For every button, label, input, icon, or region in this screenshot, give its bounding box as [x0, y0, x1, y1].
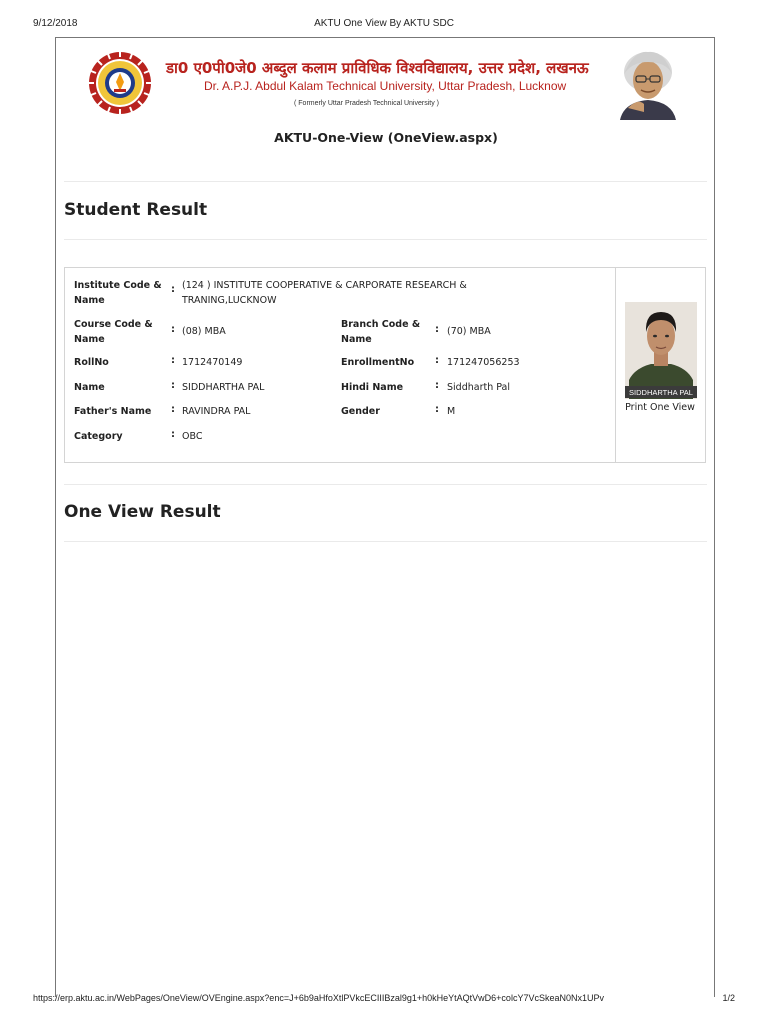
page-number: 1/2	[722, 993, 735, 1003]
name-label: Name	[74, 382, 105, 393]
apj-abdul-kalam-portrait	[614, 48, 682, 120]
category-label: Category	[74, 431, 123, 442]
gender-label: Gender	[341, 406, 380, 417]
print-footer	[0, 993, 768, 1007]
hindi-name-label: Hindi Name	[341, 382, 404, 393]
colon: :	[435, 380, 439, 391]
print-title: AKTU One View By AKTU SDC	[314, 18, 454, 29]
colon: :	[171, 429, 175, 440]
page-url: https://erp.aktu.ac.in/WebPages/OneView/OVEngine.aspx?enc=J+6b9aHfoXtlPVkcECIIIBzal9g1+h0kHeYtAQtVwD6+colcY7VcSkeaN0Nx1UPv	[33, 993, 604, 1003]
student-info-panel	[64, 267, 706, 463]
colon: :	[171, 284, 175, 295]
colon: :	[171, 380, 175, 391]
category-value: OBC	[182, 431, 203, 442]
one-view-result-heading: One View Result	[64, 502, 221, 522]
student-photo	[625, 302, 697, 399]
colon: :	[171, 355, 175, 366]
hindi-name-value: Siddharth Pal	[447, 382, 511, 393]
institute-label: Institute Code & Name	[74, 280, 162, 306]
photo-caption: SIDDHARTHA PAL	[629, 388, 693, 397]
page-frame	[55, 37, 715, 997]
colon: :	[435, 404, 439, 415]
panel-divider	[615, 268, 616, 462]
branch-label: Branch Code & Name	[341, 319, 421, 345]
name-value: SIDDHARTHA PAL	[182, 382, 265, 393]
enrollment-label: EnrollmentNo	[341, 357, 415, 368]
page-title: AKTU-One-View (OneView.aspx)	[274, 130, 498, 145]
divider	[64, 484, 707, 485]
university-seal-icon	[88, 51, 152, 115]
student-result-heading: Student Result	[64, 200, 208, 220]
university-banner	[88, 46, 684, 126]
colon: :	[171, 404, 175, 415]
student-photo-image	[625, 302, 697, 399]
branch-value: (70) MBA	[447, 326, 491, 337]
university-name-hindi: डा0 ए0पी0जे0 अब्दुल कलाम प्राविधिक विश्वविद्यालय, उत्तर प्रदेश, लखनऊ	[166, 59, 589, 77]
print-header	[0, 18, 768, 32]
university-name-english: Dr. A.P.J. Abdul Kalam Technical University, Uttar Pradesh, Lucknow	[204, 79, 567, 93]
university-formerly: ( Formerly Uttar Pradesh Technical University )	[294, 100, 439, 107]
course-value: (08) MBA	[182, 326, 226, 337]
print-one-view-link[interactable]: Print One View	[625, 402, 695, 413]
rollno-value: 1712470149	[182, 357, 243, 368]
colon: :	[171, 324, 175, 335]
divider	[64, 239, 707, 240]
rollno-label: RollNo	[74, 357, 109, 368]
colon: :	[435, 324, 439, 335]
divider	[64, 541, 707, 542]
print-date: 9/12/2018	[33, 18, 78, 29]
course-label: Course Code & Name	[74, 319, 153, 345]
father-name-value: RAVINDRA PAL	[182, 406, 251, 417]
father-name-label: Father's Name	[74, 406, 152, 417]
enrollment-value: 171247056253	[447, 357, 520, 368]
institute-value: (124 ) INSTITUTE COOPERATIVE & CARPORATE RESEARCH & TRANING,LUCKNOW	[182, 280, 467, 306]
gender-value: M	[447, 406, 456, 417]
colon: :	[435, 355, 439, 366]
divider	[64, 181, 707, 182]
